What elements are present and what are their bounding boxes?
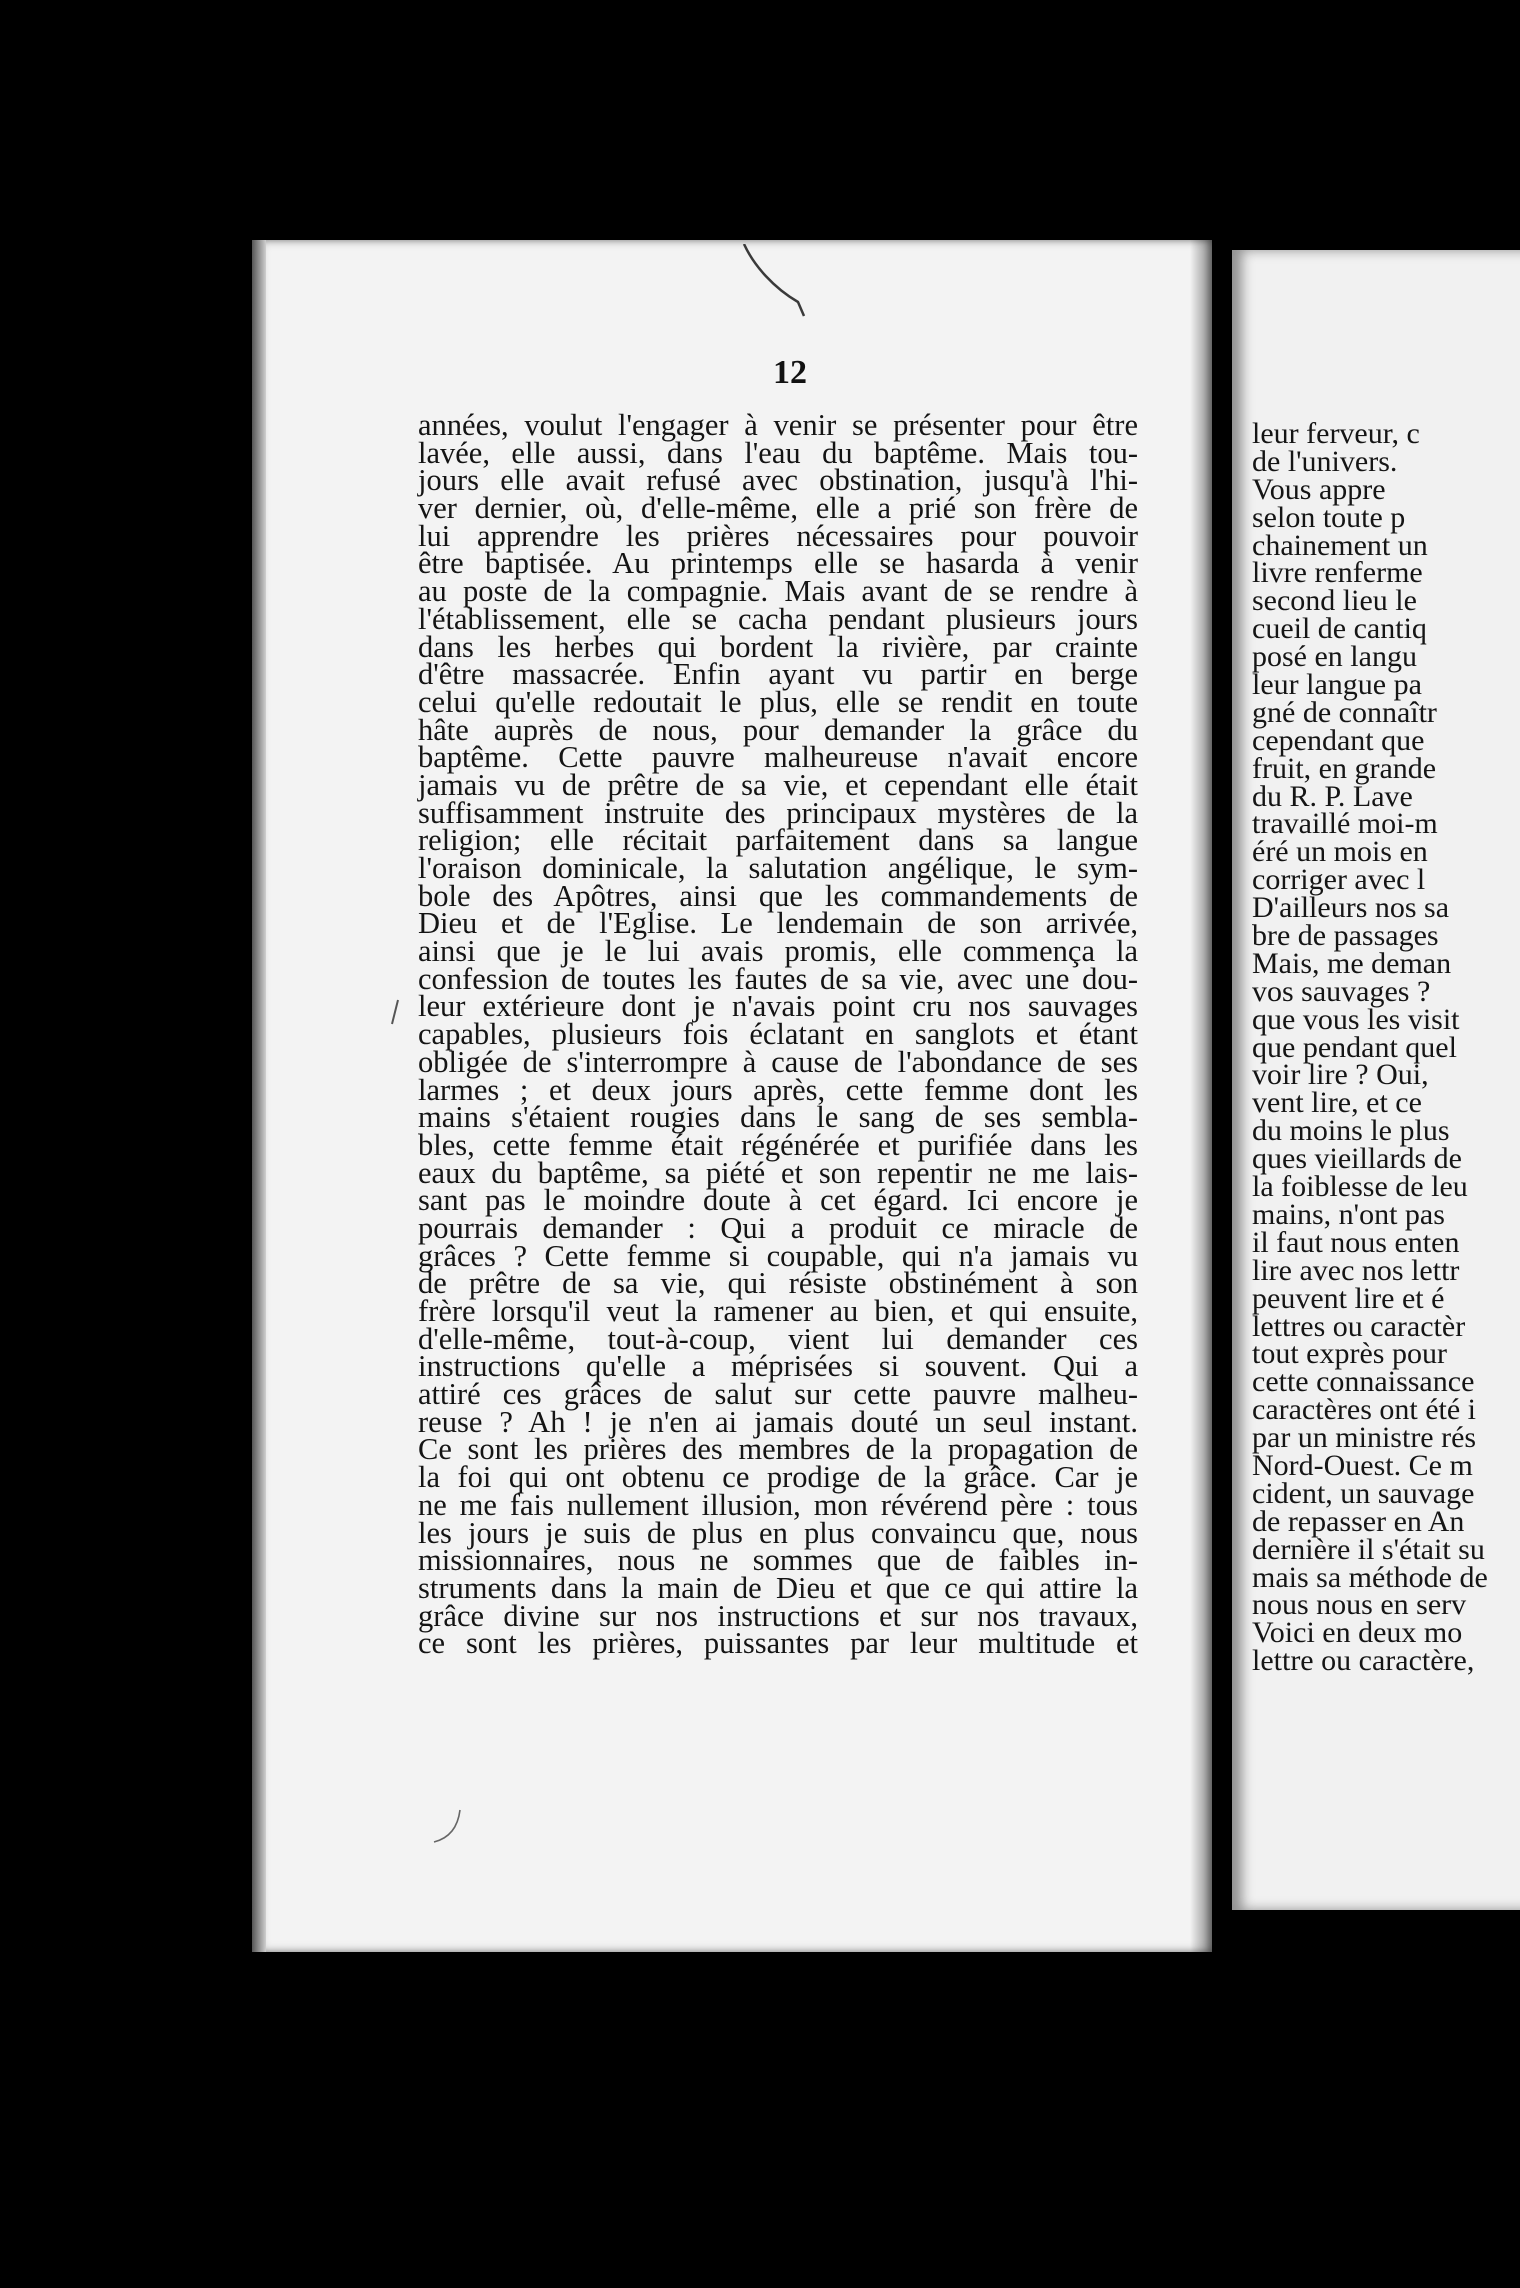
text-line: selon toute p	[1252, 500, 1406, 534]
paper-crease-mark	[740, 244, 820, 320]
left-page-body-text	[418, 408, 1138, 1661]
text-line: cependant que	[1252, 723, 1425, 757]
text-line: au poste de la compagnie. Mais avant de se rendre à	[418, 574, 1138, 609]
text-line: mains, n'ont pas	[1252, 1197, 1445, 1231]
text-line: cette connaissance	[1252, 1365, 1475, 1399]
text-line: ainsi que je le lui avais promis, elle commença la	[418, 934, 1138, 969]
text-line: mais sa méthode de	[1252, 1560, 1488, 1594]
text-line: gné de connaîtr	[1252, 695, 1437, 729]
text-line: sant pas le moindre doute à cet égard. Ici encore je	[418, 1183, 1138, 1218]
text-line: bles, cette femme était régénérée et purifiée dans les	[418, 1127, 1138, 1162]
text-line: il faut nous enten	[1252, 1225, 1460, 1259]
text-line: religion; elle récitait parfaitement dans sa langue	[418, 823, 1138, 858]
text-line: grâce divine sur nos instructions et sur nos travaux,	[418, 1598, 1138, 1633]
text-line: corriger avec l	[1252, 863, 1426, 897]
text-line: les jours je suis de plus en plus convaincu que, nous	[418, 1515, 1138, 1550]
text-line: D'ailleurs nos sa	[1252, 891, 1450, 925]
text-line: ques vieillards de	[1252, 1142, 1462, 1176]
text-line: lire avec nos lettr	[1252, 1253, 1460, 1287]
text-line: être baptisée. Au printemps elle se hasarda à venir	[418, 546, 1138, 581]
text-line: éré un mois en	[1252, 835, 1428, 869]
text-line: d'être massacrée. Enfin ayant vu partir en berge	[418, 657, 1138, 692]
text-line: attiré ces grâces de salut sur cette pauvre malheu-	[418, 1377, 1138, 1412]
text-line: lettres ou caractèr	[1252, 1309, 1466, 1343]
text-line: de repasser en An	[1252, 1504, 1465, 1538]
text-line: nous nous en serv	[1252, 1588, 1467, 1622]
text-line: peuvent lire et é	[1252, 1281, 1445, 1315]
page-number: 12	[773, 354, 807, 391]
text-line: larmes ; et deux jours après, cette femme dont les	[418, 1072, 1138, 1107]
text-line: que vous les visit	[1252, 1002, 1460, 1036]
text-line: ver dernier, où, d'elle-même, elle a prié son frère de	[418, 491, 1138, 526]
text-line: frère lorsqu'il veut la ramener au bien, et qui ensuite,	[418, 1294, 1138, 1328]
text-line: cident, un sauvage	[1252, 1476, 1475, 1510]
text-line: livre renferme	[1252, 556, 1423, 590]
text-line: obligée de s'interrompre à cause de l'abondance de ses	[418, 1044, 1138, 1079]
text-line: du R. P. Lave	[1252, 779, 1413, 813]
text-line: années, voulut l'engager à venir se présenter pour être	[418, 408, 1138, 442]
text-line: struments dans la main de Dieu et que ce qui attire la	[418, 1570, 1138, 1605]
text-line: second lieu le	[1252, 584, 1417, 618]
text-line: de l'univers.	[1252, 444, 1398, 478]
text-line: Nord-Ouest. Ce m	[1252, 1448, 1473, 1482]
text-line: mains s'étaient rougies dans le sang de ses sembla-	[418, 1100, 1138, 1135]
text-line: Ce sont les prières des membres de la propagation de	[418, 1432, 1138, 1467]
text-line: chainement un	[1252, 528, 1428, 562]
text-line: l'oraison dominicale, la salutation angélique, le sym-	[418, 851, 1138, 885]
text-line: la foi qui ont obtenu ce prodige de la grâce. Car je	[418, 1460, 1138, 1495]
text-line: du moins le plus	[1252, 1114, 1450, 1148]
text-line: jours elle avait refusé avec obstination, jusqu'à l'hi-	[418, 463, 1138, 498]
text-line: Vous appre	[1252, 472, 1386, 506]
text-line: hâte auprès de nous, pour demander la grâce du	[418, 712, 1138, 747]
text-line: leur extérieure dont je n'avais point cru nos sauvages	[418, 989, 1138, 1024]
text-line: lui apprendre les prières nécessaires pour pouvoir	[418, 518, 1138, 553]
text-line: vent lire, et ce	[1252, 1086, 1422, 1120]
text-line: vos sauvages ?	[1252, 974, 1431, 1008]
text-line: jamais vu de prêtre de sa vie, et cependant elle était	[418, 767, 1138, 802]
page-edge-shadow	[252, 240, 266, 1952]
text-line: Voici en deux mo	[1252, 1616, 1463, 1650]
text-line: bre de passages	[1252, 919, 1439, 953]
text-line: la foiblesse de leu	[1252, 1170, 1468, 1204]
text-line: pourrais demander : Qui a produit ce miracle de	[418, 1210, 1138, 1245]
text-line: fruit, en grande	[1252, 751, 1437, 785]
text-line: reuse ? Ah ! je n'en ai jamais douté un seul instant.	[418, 1404, 1138, 1439]
text-line: instructions qu'elle a méprisées si souvent. Qui a	[418, 1349, 1138, 1384]
text-line: Mais, me deman	[1252, 946, 1452, 980]
text-line: travaillé moi-m	[1252, 807, 1438, 841]
text-line: lettre ou caractère,	[1252, 1644, 1475, 1678]
text-line: grâces ? Cette femme si coupable, qui n'a jamais vu	[418, 1238, 1138, 1273]
text-line: confession de toutes les fautes de sa vie, avec une dou-	[418, 961, 1138, 996]
text-line: lavée, elle aussi, dans l'eau du baptême. Mais tou-	[418, 435, 1138, 470]
text-line: tout exprès pour	[1252, 1337, 1447, 1371]
text-line: ce sont les prières, puissantes par leur multitude et	[418, 1626, 1138, 1661]
text-line: ne me fais nullement illusion, mon révérend père : tous	[418, 1487, 1138, 1522]
text-line: par un ministre rés	[1252, 1421, 1477, 1455]
text-line: dernière il s'était su	[1252, 1532, 1485, 1566]
text-line: voir lire ? Oui,	[1252, 1058, 1429, 1092]
text-line: cueil de cantiq	[1252, 612, 1427, 646]
text-line: que pendant quel	[1252, 1030, 1457, 1064]
right-page-body-text	[1252, 417, 1520, 1678]
text-line: suffisamment instruite des principaux mystères de la	[418, 795, 1138, 830]
text-line: l'établissement, elle se cacha pendant plusieurs jours	[418, 601, 1138, 636]
gutter-shadow	[1190, 240, 1212, 1952]
text-line: de prêtre de sa vie, qui résiste obstinément à son	[418, 1266, 1138, 1301]
text-line: posé en langu	[1252, 640, 1417, 674]
text-line: missionnaires, nous ne sommes que de faibles in-	[418, 1543, 1138, 1578]
margin-pencil-mark	[388, 998, 402, 1026]
text-line: Dieu et de l'Eglise. Le lendemain de son arrivée,	[418, 906, 1138, 941]
text-line: dans les herbes qui bordent la rivière, par crainte	[418, 629, 1138, 664]
text-line: bole des Apôtres, ainsi que les commandements de	[418, 878, 1138, 913]
text-line: eaux du baptême, sa piété et son repentir ne me lais-	[418, 1155, 1138, 1190]
text-line: d'elle-même, tout-à-coup, vient lui demander ces	[418, 1321, 1138, 1356]
text-line: leur ferveur, c	[1252, 417, 1420, 450]
text-line: caractères ont été i	[1252, 1393, 1477, 1427]
text-line: baptême. Cette pauvre malheureuse n'avait encore	[418, 740, 1138, 775]
text-line: leur langue pa	[1252, 668, 1422, 702]
text-line: celui qu'elle redoutait le plus, elle se rendit en toute	[418, 684, 1138, 719]
ink-flourish-mark	[430, 1806, 466, 1846]
text-line: capables, plusieurs fois éclatant en sanglots et étant	[418, 1017, 1138, 1052]
